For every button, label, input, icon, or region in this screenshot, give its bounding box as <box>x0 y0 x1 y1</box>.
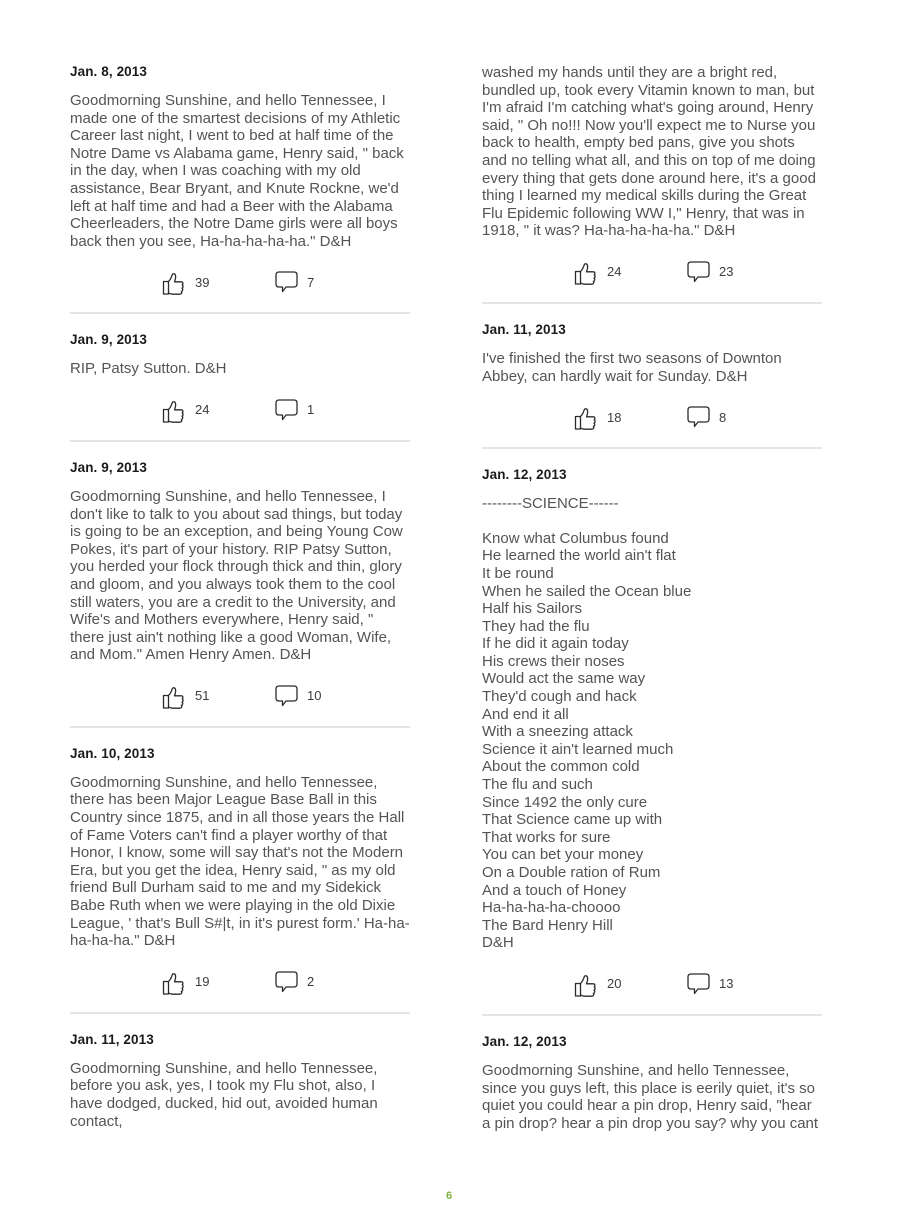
like-count-group <box>574 969 621 999</box>
post-date: Jan. 12, 2013 <box>482 1033 567 1049</box>
thumbs-up-icon <box>162 682 186 710</box>
like-count-group <box>574 402 621 432</box>
poem-line: The flu and such <box>482 776 593 794</box>
comment-count-group <box>687 969 733 999</box>
post-paragraph: I've finished the first two seasons of Downton Abbey, can hardly wait for Sunday. D&H <box>482 349 782 385</box>
poem-line: Ha-ha-ha-ha-choooo <box>482 899 621 917</box>
post-date: Jan. 9, 2013 <box>70 332 148 348</box>
post-date: Jan. 8, 2013 <box>70 64 148 79</box>
post <box>482 322 822 432</box>
poem-line: They'd cough and hack <box>482 688 637 706</box>
thumbs-up-icon <box>574 970 598 998</box>
poem-block <box>482 530 822 952</box>
poem-line: Since 1492 the only cure <box>482 793 648 811</box>
post <box>70 1032 410 1130</box>
comment-bubble-icon <box>687 973 710 995</box>
poem-line: D&H <box>482 934 514 952</box>
post-paragraph: Goodmorning Sunshine, and hello Tennessee, I don't like to talk to you about sad things, but today is going to be an exception, and being Young Cow Pokes, it's part of your history. RIP Patsy Sutton, you herded your flock through thick and thin, glory and gloom, and you always took them to the cool still waters, you are a credit to the University, and Wife's and Mothers everywhere, Henry said, " there just ain't nothing like a good Woman, Wife, and Mom." Amen Henry Amen. D&H <box>70 487 403 664</box>
comment-count-group <box>275 681 321 711</box>
post-date: Jan. 11, 2013 <box>482 321 566 337</box>
engagement-row <box>70 267 410 297</box>
post-body <box>482 350 822 385</box>
post <box>70 460 410 711</box>
post-divider <box>70 440 410 442</box>
poem-line: If he did it again today <box>482 635 629 653</box>
comment-bubble-icon <box>275 685 298 707</box>
post-body <box>70 1060 410 1130</box>
like-count: 24 <box>195 402 210 418</box>
post-paragraph: washed my hands until they are a bright red, bundled up, took every Vitamin known to man, but I'm afraid I'm catching what's going around, Henry said, " Oh no!!! Now you'll expect me to Nurse you back to health, empty bed pans, give you shots and no telling what all, and this on top of me doing every thing that gets done around here, it's a good thing I learned my medical skills during the Great Flu Epidemic following WW I," Henry, that was in 1918, " it was? Ha-ha-ha-ha-ha." D&H <box>482 64 816 240</box>
post-divider <box>70 1012 410 1014</box>
post-date: Jan. 10, 2013 <box>70 745 155 761</box>
thumbs-up-icon <box>162 268 186 296</box>
comment-count: 23 <box>719 264 734 280</box>
post-paragraph: Goodmorning Sunshine, and hello Tennessee, before you ask, yes, I took my Flu shot, also, I have dodged, ducked, hid out, avoided human contact, <box>70 1059 378 1130</box>
post-divider <box>482 1014 822 1016</box>
engagement-row <box>482 969 822 999</box>
like-count-group <box>574 257 621 287</box>
post-body <box>482 1062 822 1132</box>
poem-line: And a touch of Honey <box>482 881 627 899</box>
poem-line: With a sneezing attack <box>482 723 633 741</box>
thumbs-up-icon <box>162 396 186 424</box>
post-date: Jan. 11, 2013 <box>70 1031 154 1047</box>
poem-line: When he sailed the Ocean blue <box>482 582 692 600</box>
post-paragraph: Goodmorning Sunshine, and hello Tennessee, there has been Major League Base Ball in this Country since 1875, and in all those years the Hall of Fame Voters can't find a player worthy of that Honor, I know, some will say that's not the Modern Era, but you get the idea, Henry said, " as my old friend Bull Durham said to me and my Sidekick Babe Ruth when we were playing in the old Dixie League, ' that's Bull S#|t, in it's purest form.' Ha-ha-ha-ha-ha." D&H <box>70 773 410 950</box>
poem-line: It be round <box>482 564 554 582</box>
poem-line: That Science came up with <box>482 811 663 829</box>
like-count: 18 <box>607 409 622 425</box>
comment-bubble-icon <box>687 261 710 283</box>
post-divider <box>70 312 410 314</box>
poem-line: They had the flu <box>482 617 590 635</box>
comment-count-group <box>687 257 733 287</box>
like-count-group <box>162 267 209 297</box>
comment-count: 13 <box>719 976 734 992</box>
post-body <box>70 360 410 378</box>
poem-line: Know what Columbus found <box>482 529 669 547</box>
poem-line: On a Double ration of Rum <box>482 864 661 881</box>
comment-count: 1 <box>307 402 315 418</box>
post-divider <box>70 726 410 728</box>
post <box>70 332 410 425</box>
poem-line: You can bet your money <box>482 846 644 864</box>
poem-line: And end it all <box>482 705 569 723</box>
engagement-row <box>482 257 822 287</box>
comment-bubble-icon <box>275 399 298 421</box>
post <box>70 64 410 297</box>
poem-line: The Bard Henry Hill <box>482 916 613 934</box>
comment-count: 7 <box>307 274 315 290</box>
thumbs-up-icon <box>574 258 598 286</box>
comment-count: 10 <box>307 688 322 704</box>
poem-line: Half his Sailors <box>482 600 583 618</box>
engagement-row <box>70 395 410 425</box>
post-paragraph: Goodmorning Sunshine, and hello Tennessee, I made one of the smartest decisions of my Athletic Career last night, I went to bed at half time of the Notre Dame vs Alabama game, Henry said, " back in the day, when I was coaching with my old assistance, Bear Bryant, and Knute Rockne, we'd left at half time and had a Beer with the Alabama Cheerleaders, the Notre Dame girls were all boys back then you see, Ha-ha-ha-ha-ha." D&H <box>70 92 404 250</box>
comment-count: 8 <box>719 409 727 425</box>
poem-line: His crews their noses <box>482 652 625 670</box>
post-date: Jan. 12, 2013 <box>482 467 567 483</box>
post <box>482 467 822 999</box>
post-body <box>482 64 822 240</box>
thumbs-up-icon <box>162 968 186 996</box>
comment-count-group <box>275 967 314 997</box>
post-paragraph: Goodmorning Sunshine, and hello Tennessee, since you guys left, this place is eerily quiet, it's so quiet you could hear a pin drop, Henry said, "hear a pin drop? hear a pin drop you say? why you cant <box>482 1061 819 1132</box>
comment-bubble-icon <box>275 971 298 993</box>
engagement-row <box>70 681 410 711</box>
right-column <box>482 64 822 1149</box>
comment-bubble-icon <box>275 271 298 293</box>
like-count: 24 <box>607 264 622 280</box>
post-paragraph: --------SCIENCE------ <box>482 495 619 513</box>
like-count: 51 <box>195 688 210 704</box>
like-count-group <box>162 967 209 997</box>
engagement-row <box>482 402 822 432</box>
like-count-group <box>162 681 209 711</box>
like-count: 20 <box>607 976 622 992</box>
comment-count-group <box>275 395 314 425</box>
poem-line: About the common cold <box>482 758 640 776</box>
post-divider <box>482 302 822 304</box>
left-column <box>70 64 410 1149</box>
poem-line: Science it ain't learned much <box>482 740 674 758</box>
like-count: 19 <box>195 974 210 990</box>
post <box>482 1034 822 1132</box>
post <box>70 746 410 997</box>
post-paragraph: RIP, Patsy Sutton. D&H <box>70 360 227 378</box>
post-body <box>70 488 410 664</box>
like-count-group <box>162 395 209 425</box>
post-divider <box>482 447 822 449</box>
post <box>482 64 822 287</box>
poem-line: Would act the same way <box>482 670 646 688</box>
poem-line: That works for sure <box>482 828 611 846</box>
poem-line: He learned the world ain't flat <box>482 547 676 565</box>
post-body <box>482 495 822 952</box>
page-number: 6 <box>445 1190 453 1202</box>
like-count: 39 <box>195 274 210 290</box>
comment-count-group <box>687 402 726 432</box>
comment-bubble-icon <box>687 406 710 428</box>
post-date: Jan. 9, 2013 <box>70 459 148 475</box>
comment-count-group <box>275 267 314 297</box>
comment-count: 2 <box>307 974 315 990</box>
engagement-row <box>70 967 410 997</box>
thumbs-up-icon <box>574 403 598 431</box>
post-body <box>70 92 410 250</box>
post-body <box>70 774 410 950</box>
